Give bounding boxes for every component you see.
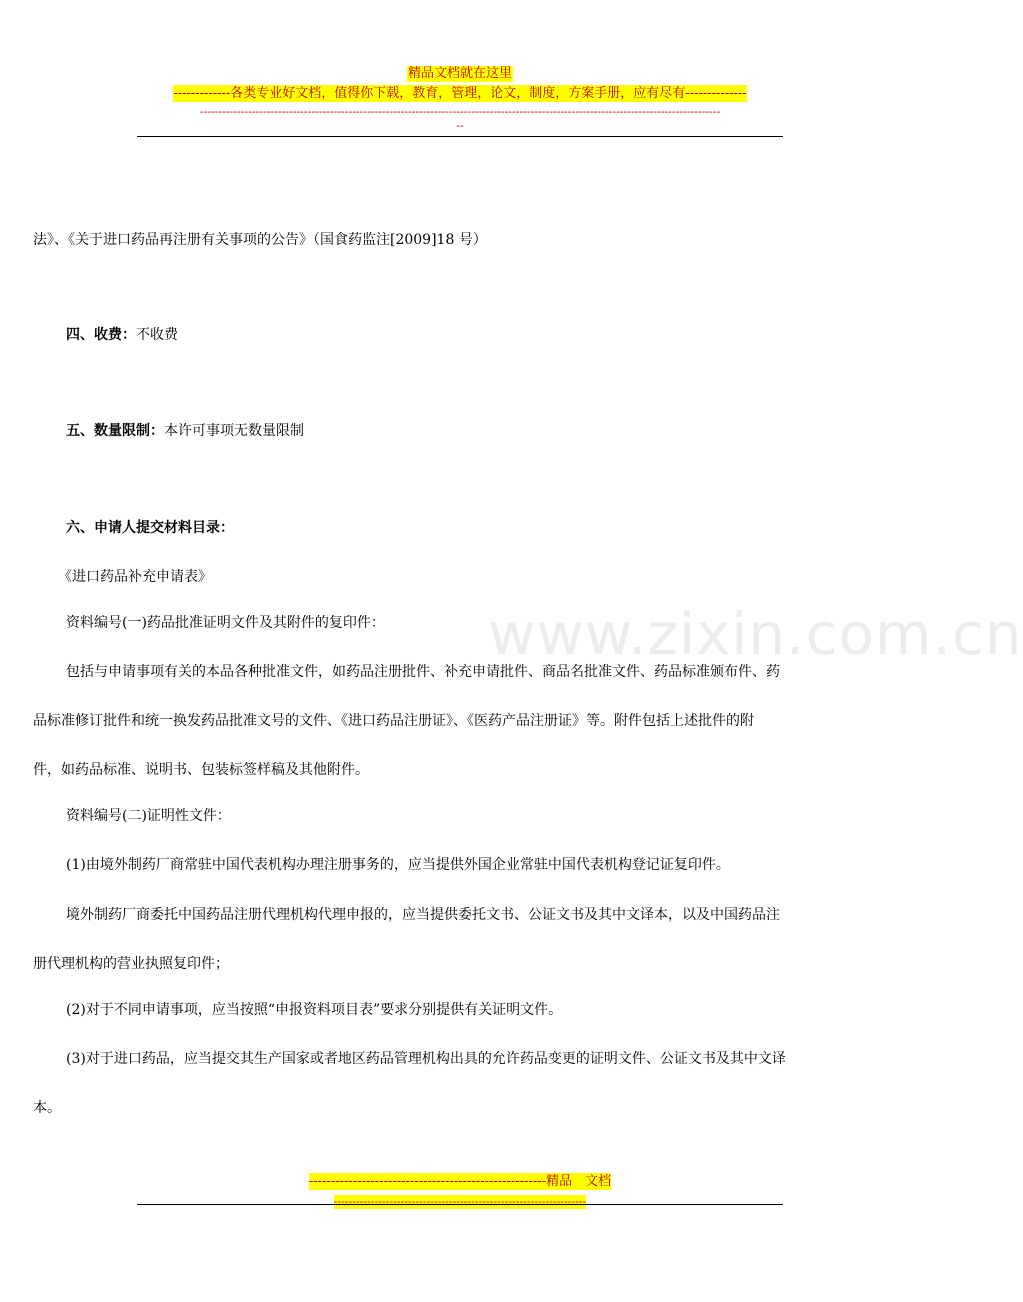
form-title: 《进口药品补充申请表》 <box>58 569 212 585</box>
header-rule <box>137 136 783 137</box>
item-2: 资料编号(二)证明性文件： <box>66 808 231 824</box>
page-header <box>0 0 920 133</box>
section-5 <box>66 421 304 441</box>
footer-rule <box>137 1204 783 1205</box>
body-line-1: 法》、《关于进口药品再注册有关事项的公告》（国食药监注[2009]18 号） <box>33 232 487 248</box>
section-5-text: 本许可事项无数量限制 <box>164 423 304 439</box>
paragraph-1-line-2: 品标准修订批件和统一换发药品批准文号的文件、《进口药品注册证》、《医药产品注册证》等。附件包括上述批件的附 <box>33 713 754 729</box>
header-title: 精品文档就在这里 <box>407 66 512 81</box>
sub-item-1: (1)由境外制药厂商常驻中国代表机构办理注册事务的，应当提供外国企业常驻中国代表机构登记证复印件。 <box>66 857 730 873</box>
sub-item-2: (2)对于不同申请事项，应当按照“申报资料项目表”要求分别提供有关证明文件。 <box>66 1002 563 1018</box>
section-6-heading: 六、申请人提交材料目录： <box>66 520 234 536</box>
header-dash-tail: -- <box>456 119 464 132</box>
paragraph-1-line-1: 包括与申请事项有关的本品各种批准文件，如药品注册批件、补充申请批件、商品名批准文件、药品标准颁布件、药 <box>66 664 780 680</box>
section-4-heading: 四、收费： <box>66 327 136 343</box>
header-tagline: -------------各类专业好文档，值得你下载，教育，管理，论文，制度，方案手册，应有尽有-------------- <box>173 86 747 101</box>
header-dash-line: -------------------------------------------------------------------------------------------------------------------------------------------- <box>199 105 721 118</box>
footer-line-1: ------------------------------------------------------精品 文档 <box>308 1174 612 1189</box>
paragraph-1-line-3: 件，如药品标准、说明书、包装标签样稿及其他附件。 <box>33 762 369 778</box>
sub-item-3-line-2: 本。 <box>33 1100 61 1116</box>
section-4 <box>66 325 178 345</box>
paragraph-2-line-2: 册代理机构的营业执照复印件； <box>33 956 229 972</box>
watermark: www.zixin.com.cn <box>488 600 1023 668</box>
section-4-text: 不收费 <box>136 327 178 343</box>
footer-line-2: -------------------------------------------------------------------- <box>333 1195 587 1208</box>
sub-item-3-line-1: (3)对于进口药品，应当提交其生产国家或者地区药品管理机构出具的允许药品变更的证明文件、公证文书及其中文译 <box>66 1051 786 1067</box>
section-5-heading: 五、数量限制： <box>66 423 164 439</box>
paragraph-2-line-1: 境外制药厂商委托中国药品注册代理机构代理申报的，应当提供委托文书、公证文书及其中文译本，以及中国药品注 <box>66 907 780 923</box>
item-1: 资料编号(一)药品批准证明文件及其附件的复印件： <box>66 615 385 631</box>
